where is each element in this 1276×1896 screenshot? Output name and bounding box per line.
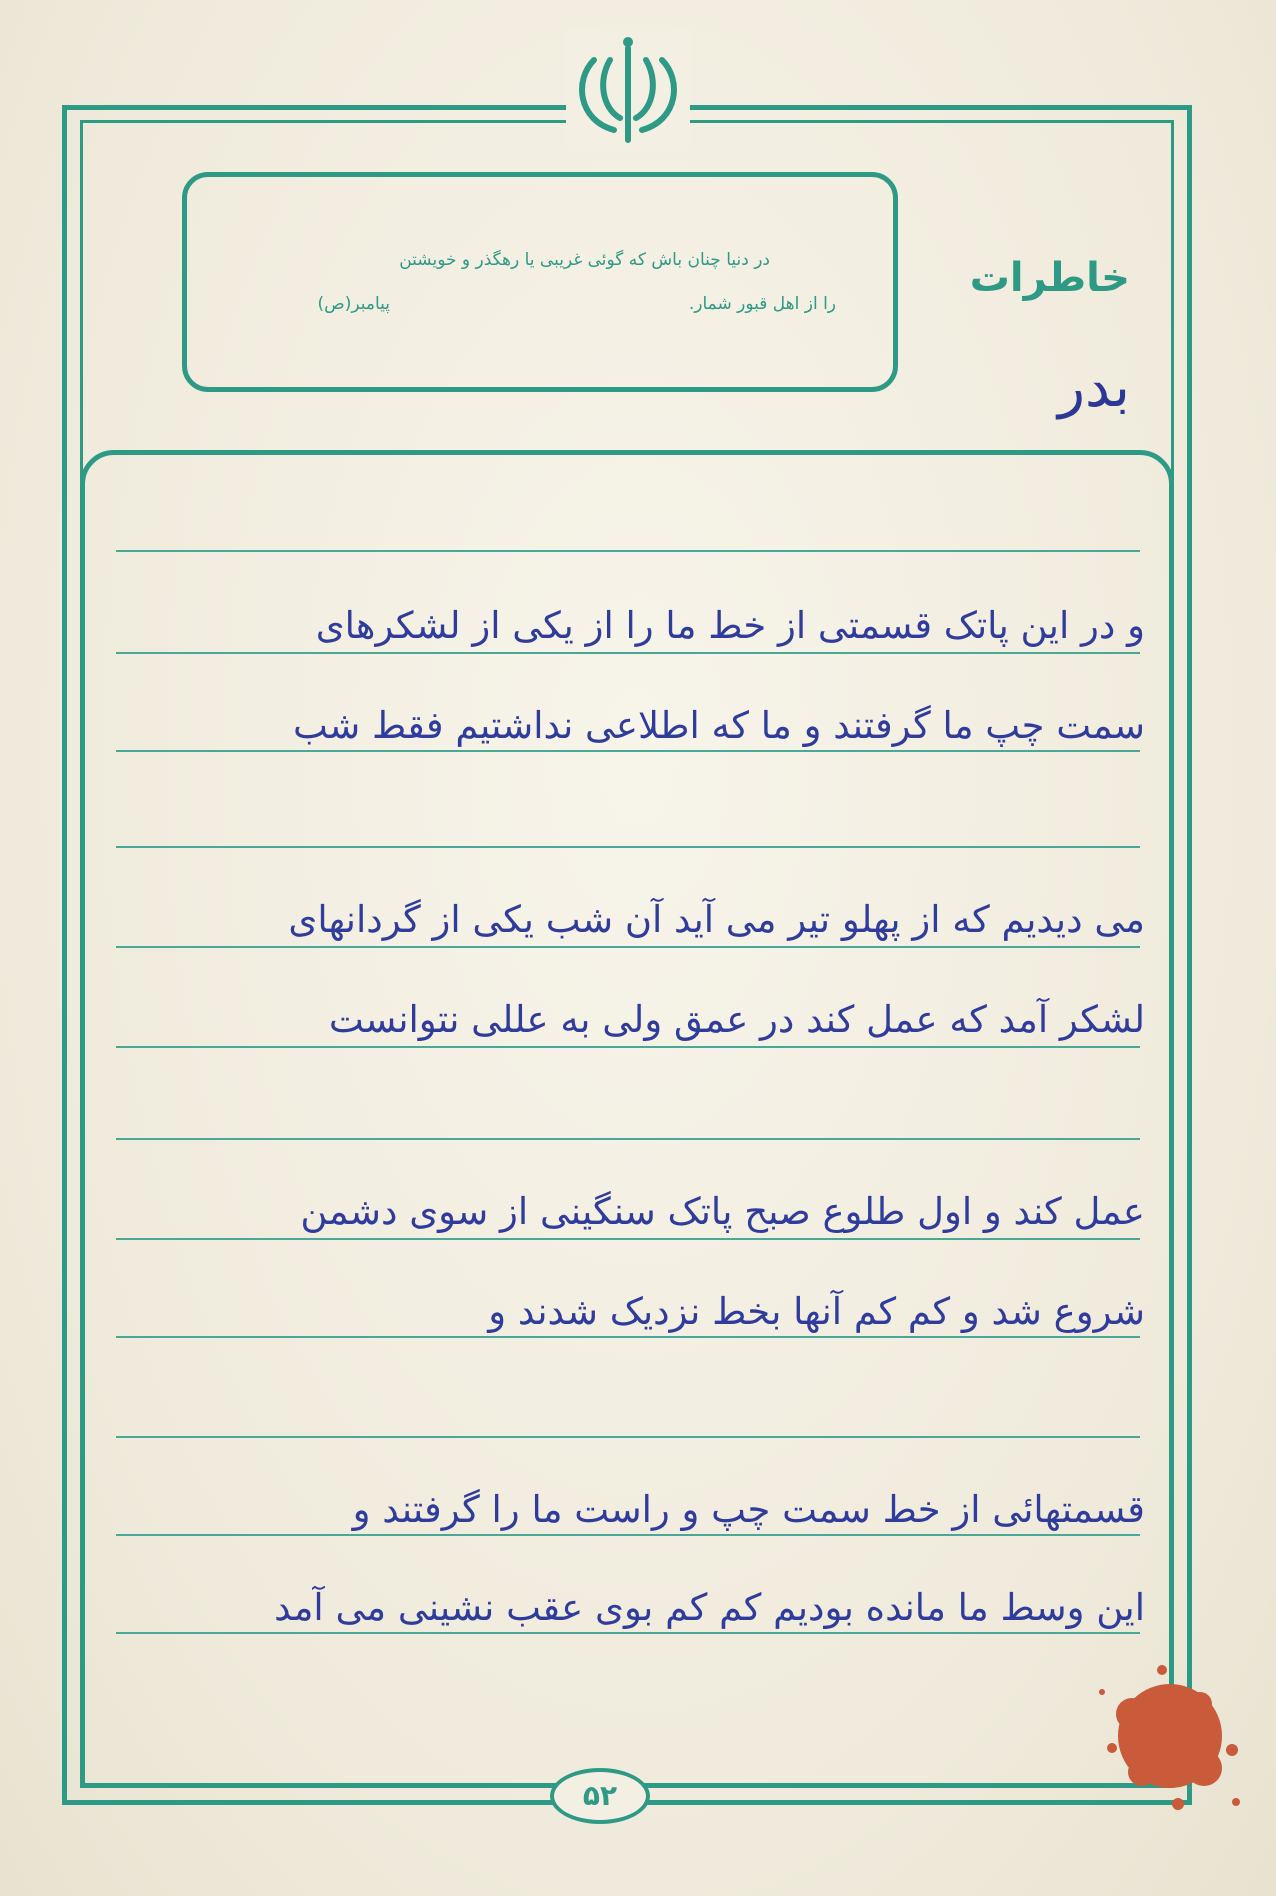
ruled-line bbox=[116, 652, 1140, 654]
quote-line-1: در دنیا چنان باش که گوئی غریبی یا رهگذر و خویشتن bbox=[399, 250, 770, 270]
ruled-line bbox=[116, 1336, 1140, 1338]
page-number: ۵۲ bbox=[550, 1768, 650, 1824]
ruled-line bbox=[116, 846, 1140, 848]
handwritten-line: شروع شد و کم کم آنها بخط نزدیک شدند و bbox=[488, 1290, 1145, 1333]
handwritten-line: این وسط ما مانده بودیم کم کم بوی عقب نشینی می آمد bbox=[274, 1586, 1145, 1629]
ruled-line bbox=[116, 1046, 1140, 1048]
ruled-line bbox=[116, 1632, 1140, 1634]
handwritten-line: عمل کند و اول طلوع صبح پاتک سنگینی از سوی دشمن bbox=[300, 1190, 1145, 1233]
emblem-icon bbox=[566, 30, 690, 150]
quote-author: پیامبر(ص) bbox=[317, 294, 390, 314]
ruled-line bbox=[116, 1138, 1140, 1140]
ruled-line bbox=[116, 550, 1140, 552]
handwritten-line: سمت چپ ما گرفتند و ما که اطلاعی نداشتیم فقط شب bbox=[292, 704, 1145, 747]
ruled-line bbox=[116, 946, 1140, 948]
handwritten-title: بدر bbox=[1057, 355, 1130, 420]
handwritten-line: و در این پاتک قسمتی از خط ما را از یکی از لشکرهای bbox=[315, 604, 1145, 647]
ruled-line bbox=[116, 750, 1140, 752]
handwritten-line: لشکر آمد که عمل کند در عمق ولی به عللی نتوانست bbox=[328, 998, 1145, 1041]
quote-line-2: را از اهل قبور شمار. bbox=[688, 294, 836, 314]
handwritten-line: می دیدیم که از پهلو تیر می آید آن شب یکی از گردانهای bbox=[288, 898, 1145, 941]
page-title: خاطرات bbox=[969, 255, 1130, 301]
ink-stain-icon bbox=[1082, 1652, 1252, 1822]
ruled-line bbox=[116, 1238, 1140, 1240]
ruled-line bbox=[116, 1534, 1140, 1536]
handwritten-line: قسمتهائی از خط سمت چپ و راست ما را گرفتند و bbox=[352, 1488, 1145, 1531]
quote-box bbox=[182, 172, 898, 392]
ruled-line bbox=[116, 1436, 1140, 1438]
